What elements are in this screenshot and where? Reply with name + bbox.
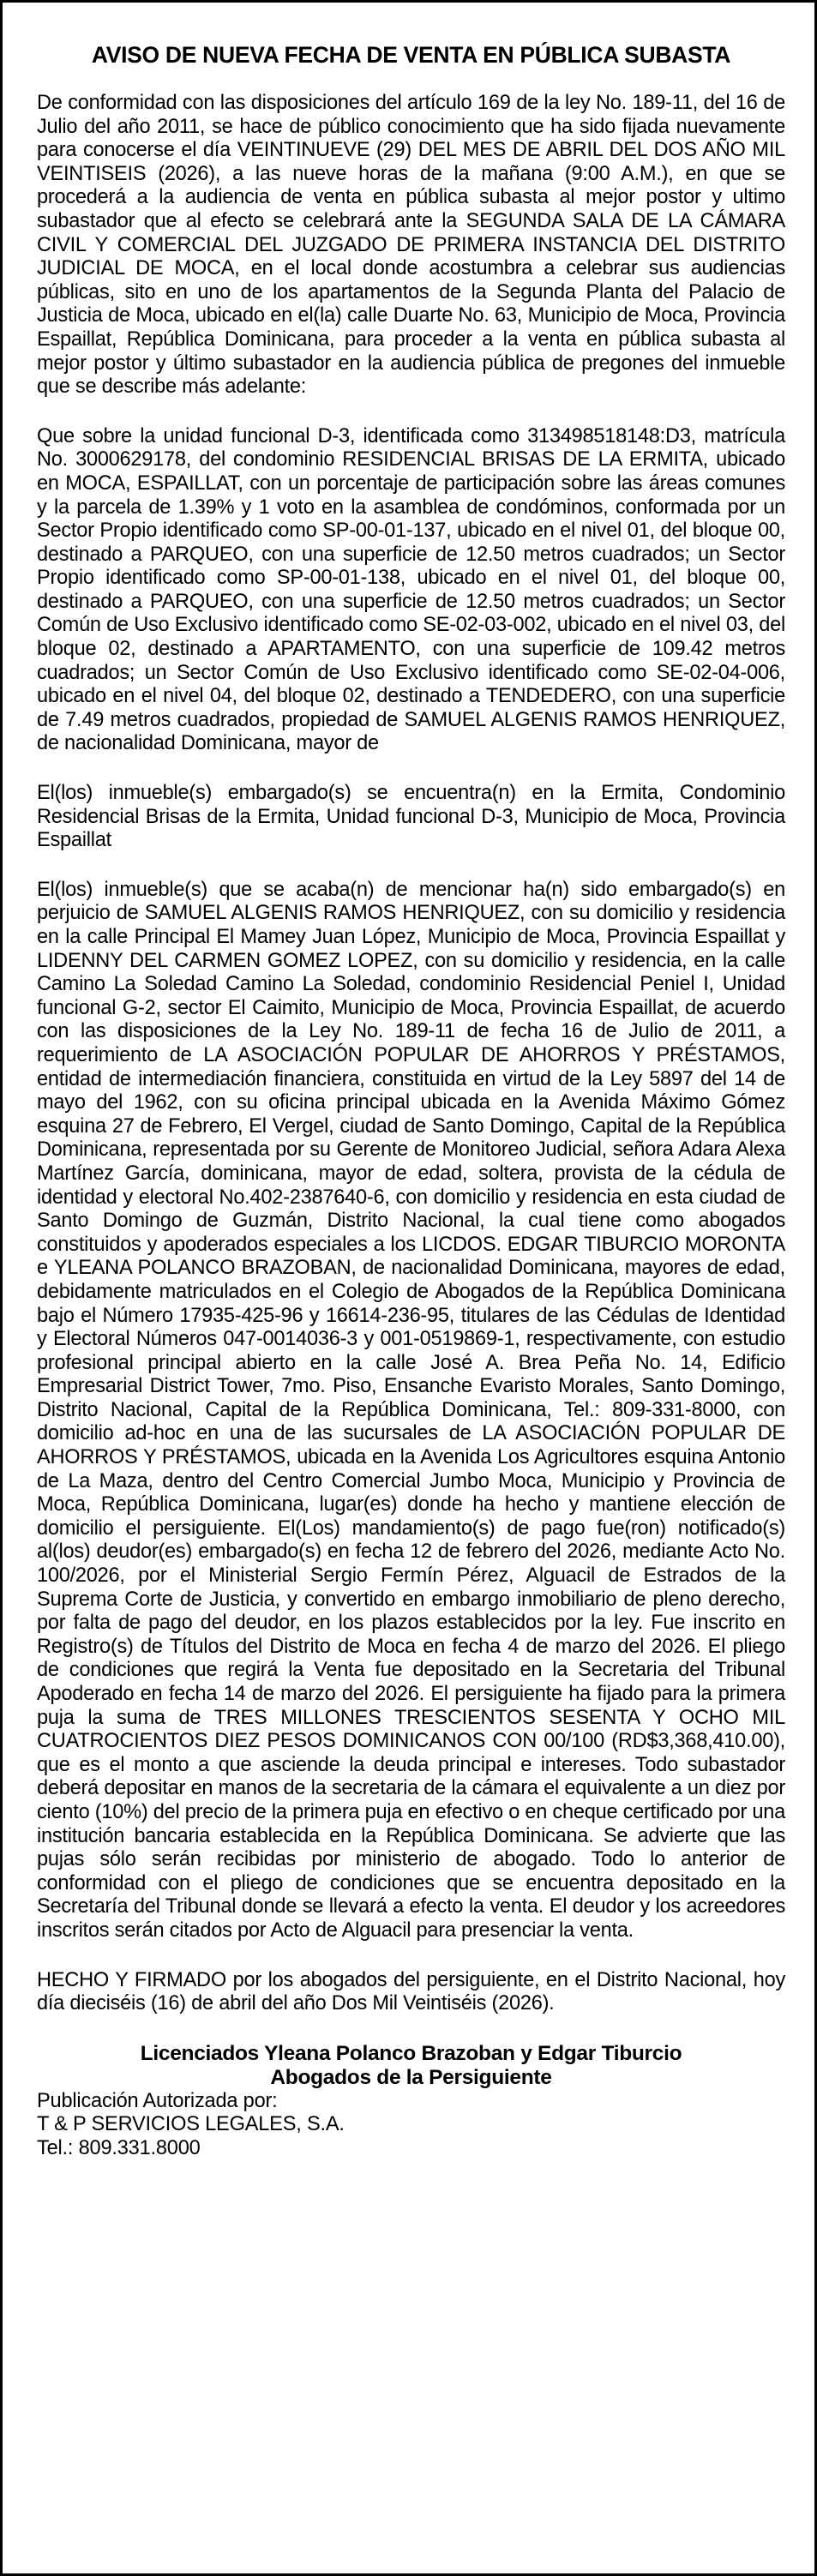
publication-block xyxy=(37,2090,785,2161)
paragraph-seizure-details: El(los) inmueble(s) que se acaba(n) de mencionar ha(n) sido embargado(s) en perjuicio de SAMUEL ALGENIS RAMOS HENRIQUEZ, con su domicilio y residencia en la calle Principal El Mamey Juan López, Municipio de Moca, Provincia Espaillat y LIDENNY DEL CARMEN GOMEZ LOPEZ, con su domicilio y residencia, en la calle Camino La Soledad Camino La Soledad, condominio Residencial Peniel I, Unidad funcional G-2, sector El Caimito, Municipio de Moca, Provincia Espaillat, de acuerdo con las disposiciones de la Ley No. 189-11 de fecha 16 de Julio de 2011, a requerimiento de LA ASOCIACIÓN POPULAR DE AHORROS Y PRÉSTAMOS, entidad de intermediación financiera, constituida en virtud de la Ley 5897 del 14 de mayo del 1962, con su oficina principal ubicada en la Avenida Máximo Gómez esquina 27 de Febrero, El Vergel, ciudad de Santo Domingo, Capital de la República Dominicana, representada por su Gerente de Monitoreo Judicial, señora Adara Alexa Martínez García, dominicana, mayor de edad, soltera, provista de la cédula de identidad y electoral No.402-2387640-6, con domicilio y residencia en esta ciudad de Santo Domingo de Guzmán, Distrito Nacional, la cual tiene como abogados constituidos y apoderados especiales a los LICDOS. EDGAR TIBURCIO MORONTA e YLEANA POLANCO BRAZOBAN, de nacionalidad Dominicana, mayores de edad, debidamente matriculados en el Colegio de Abogados de la República Dominicana bajo el Número 17935-425-96 y 16614-236-95, titulares de las Cédulas de Identidad y Electoral Números 047-0014036-3 y 001-0519869-1, respectivamente, con estudio profesional principal abierto en la calle José A. Brea Peña No. 14, Edificio Empresarial District Tower, 7mo. Piso, Ensanche Evaristo Morales, Santo Domingo, Distrito Nacional, Capital de la República Dominicana, Tel.: 809-331-8000, con domicilio ad-hoc en una de las sucursales de LA ASOCIACIÓN POPULAR DE AHORROS Y PRÉSTAMOS, ubicada en la Avenida Los Agricultores esquina Antonio de La Maza, dentro del Centro Comercial Jumbo Moca, Municipio y Provincia de Moca, República Dominicana, lugar(es) donde ha hecho y mantiene elección de domicilio el persiguiente. El(Los) mandamiento(s) de pago fue(ron) notificado(s) al(los) deudor(es) embargado(s) en fecha 12 de febrero del 2026, mediante Acto No. 100/2026, por el Ministerial Sergio Fermín Pérez, Alguacil de Estrados de la Suprema Corte de Justicia, y convertido en embargo inmobiliario de pleno derecho, por falta de pago del deudor, en los plazos establecidos por la ley. Fue inscrito en Registro(s) de Títulos del Distrito de Moca en fecha 4 de marzo del 2026. El pliego de condiciones que regirá la Venta fue depositado en la Secretaria del Tribunal Apoderado en fecha 14 de marzo del 2026. El persiguiente ha fijado para la primera puja la suma de TRES MILLONES TRESCIENTOS SESENTA Y OCHO MIL CUATROCIENTOS DIEZ PESOS DOMINICANOS CON 00/100 (RD$3,368,410.00), que es el monto a que asciende la deuda principal e intereses. Todo subastador deberá depositar en manos de la secretaria de la cámara el equivalente a un diez por ciento (10%) del precio de la primera puja en efectivo o en cheque certificado por una institución bancaria establecida en la República Dominicana. Se advierte que las pujas sólo serán recibidas por ministerio de abogado. Todo lo anterior de conformidad con el pliego de condiciones que se encuentra depositado en la Secretaría del Tribunal donde se llevará a efecto la venta. El deudor y los acreedores inscritos serán citados por Acto de Alguacil para presenciar la venta. xyxy=(37,878,785,1942)
signature-role: Abogados de la Persiguiente xyxy=(270,2065,552,2089)
signature-names: Licenciados Yleana Polanco Brazoban y Edgar Tiburcio xyxy=(140,2041,682,2065)
paragraph-announcement: De conformidad con las disposiciones del artículo 169 de la ley No. 189-11, del 16 de Julio del año 2011, se hace de público conocimiento que ha sido fijada nuevamente para conocerse el día VEINTINUEVE (29) DEL MES DE ABRIL DEL DOS AÑO MIL VEINTISEIS (2026), a las nueve horas de la mañana (9:00 A.M.), en que se procederá a la audiencia de venta en pública subasta al mejor postor y ultimo subastador que al efecto se celebrará ante la SEGUNDA SALA DE LA CÁMARA CIVIL Y COMERCIAL DEL JUZGADO DE PRIMERA INSTANCIA DEL DISTRITO JUDICIAL DE MOCA, en el local donde acostumbra a celebrar sus audiencias públicas, sito en uno de los apartamentos de la Segunda Planta del Palacio de Justicia de Moca, ubicado en el(la) calle Duarte No. 63, Municipio de Moca, Provincia Espaillat, República Dominicana, para proceder a la venta en pública subasta al mejor postor y último subastador en la audiencia pública de pregones del inmueble que se describe más adelante: xyxy=(37,92,785,399)
paragraph-property-description: Que sobre la unidad funcional D-3, identificada como 313498518148:D3, matrícula No. 3000629178, del condominio RESIDENCIAL BRISAS DE LA ERMITA, ubicado en MOCA, ESPAILLAT, con un porcentaje de participación sobre las áreas comunes y la parcela de 1.39% y 1 voto en la asamblea de condóminos, conformada por un Sector Propio identificado como SP-00-01-137, ubicado en el nivel 01, del bloque 00, destinado a PARQUEO, con una superficie de 12.50 metros cuadrados; un Sector Propio identificado como SP-00-01-138, ubicado en el nivel 01, del bloque 00, destinado a PARQUEO, con una superficie de 12.50 metros cuadrados; un Sector Común de Uso Exclusivo identificado como SE-02-03-002, ubicado en el nivel 03, del bloque 02, destinado a APARTAMENTO, con una superficie de 109.42 metros cuadrados; un Sector Común de Uso Exclusivo identificado como SE-02-04-006, ubicado en el nivel 04, del bloque 02, destinado a TENDEDERO, con una superficie de 7.49 metros cuadrados, propiedad de SAMUEL ALGENIS RAMOS HENRIQUEZ, de nacionalidad Dominicana, mayor de xyxy=(37,424,785,755)
paragraph-property-location: El(los) inmueble(s) embargado(s) se encuentra(n) en la Ermita, Condominio Residencial Brisas de la Ermita, Unidad funcional D-3, Municipio de Moca, Provincia Espaillat xyxy=(37,782,785,852)
publication-label: Publicación Autorizada por: xyxy=(37,2089,278,2112)
publication-phone: Tel.: 809.331.8000 xyxy=(37,2136,201,2159)
paragraph-signed-statement: HECHO Y FIRMADO por los abogados del persiguiente, en el Distrito Nacional, hoy día dieciséis (16) de abril del año Dos Mil Veintiséis (2026). xyxy=(37,1968,785,2015)
publication-company: T & P SERVICIOS LEGALES, S.A. xyxy=(37,2113,345,2136)
notice-title: AVISO DE NUEVA FECHA DE VENTA EN PÚBLICA SUBASTA xyxy=(91,42,731,68)
signature-block xyxy=(37,2042,785,2090)
